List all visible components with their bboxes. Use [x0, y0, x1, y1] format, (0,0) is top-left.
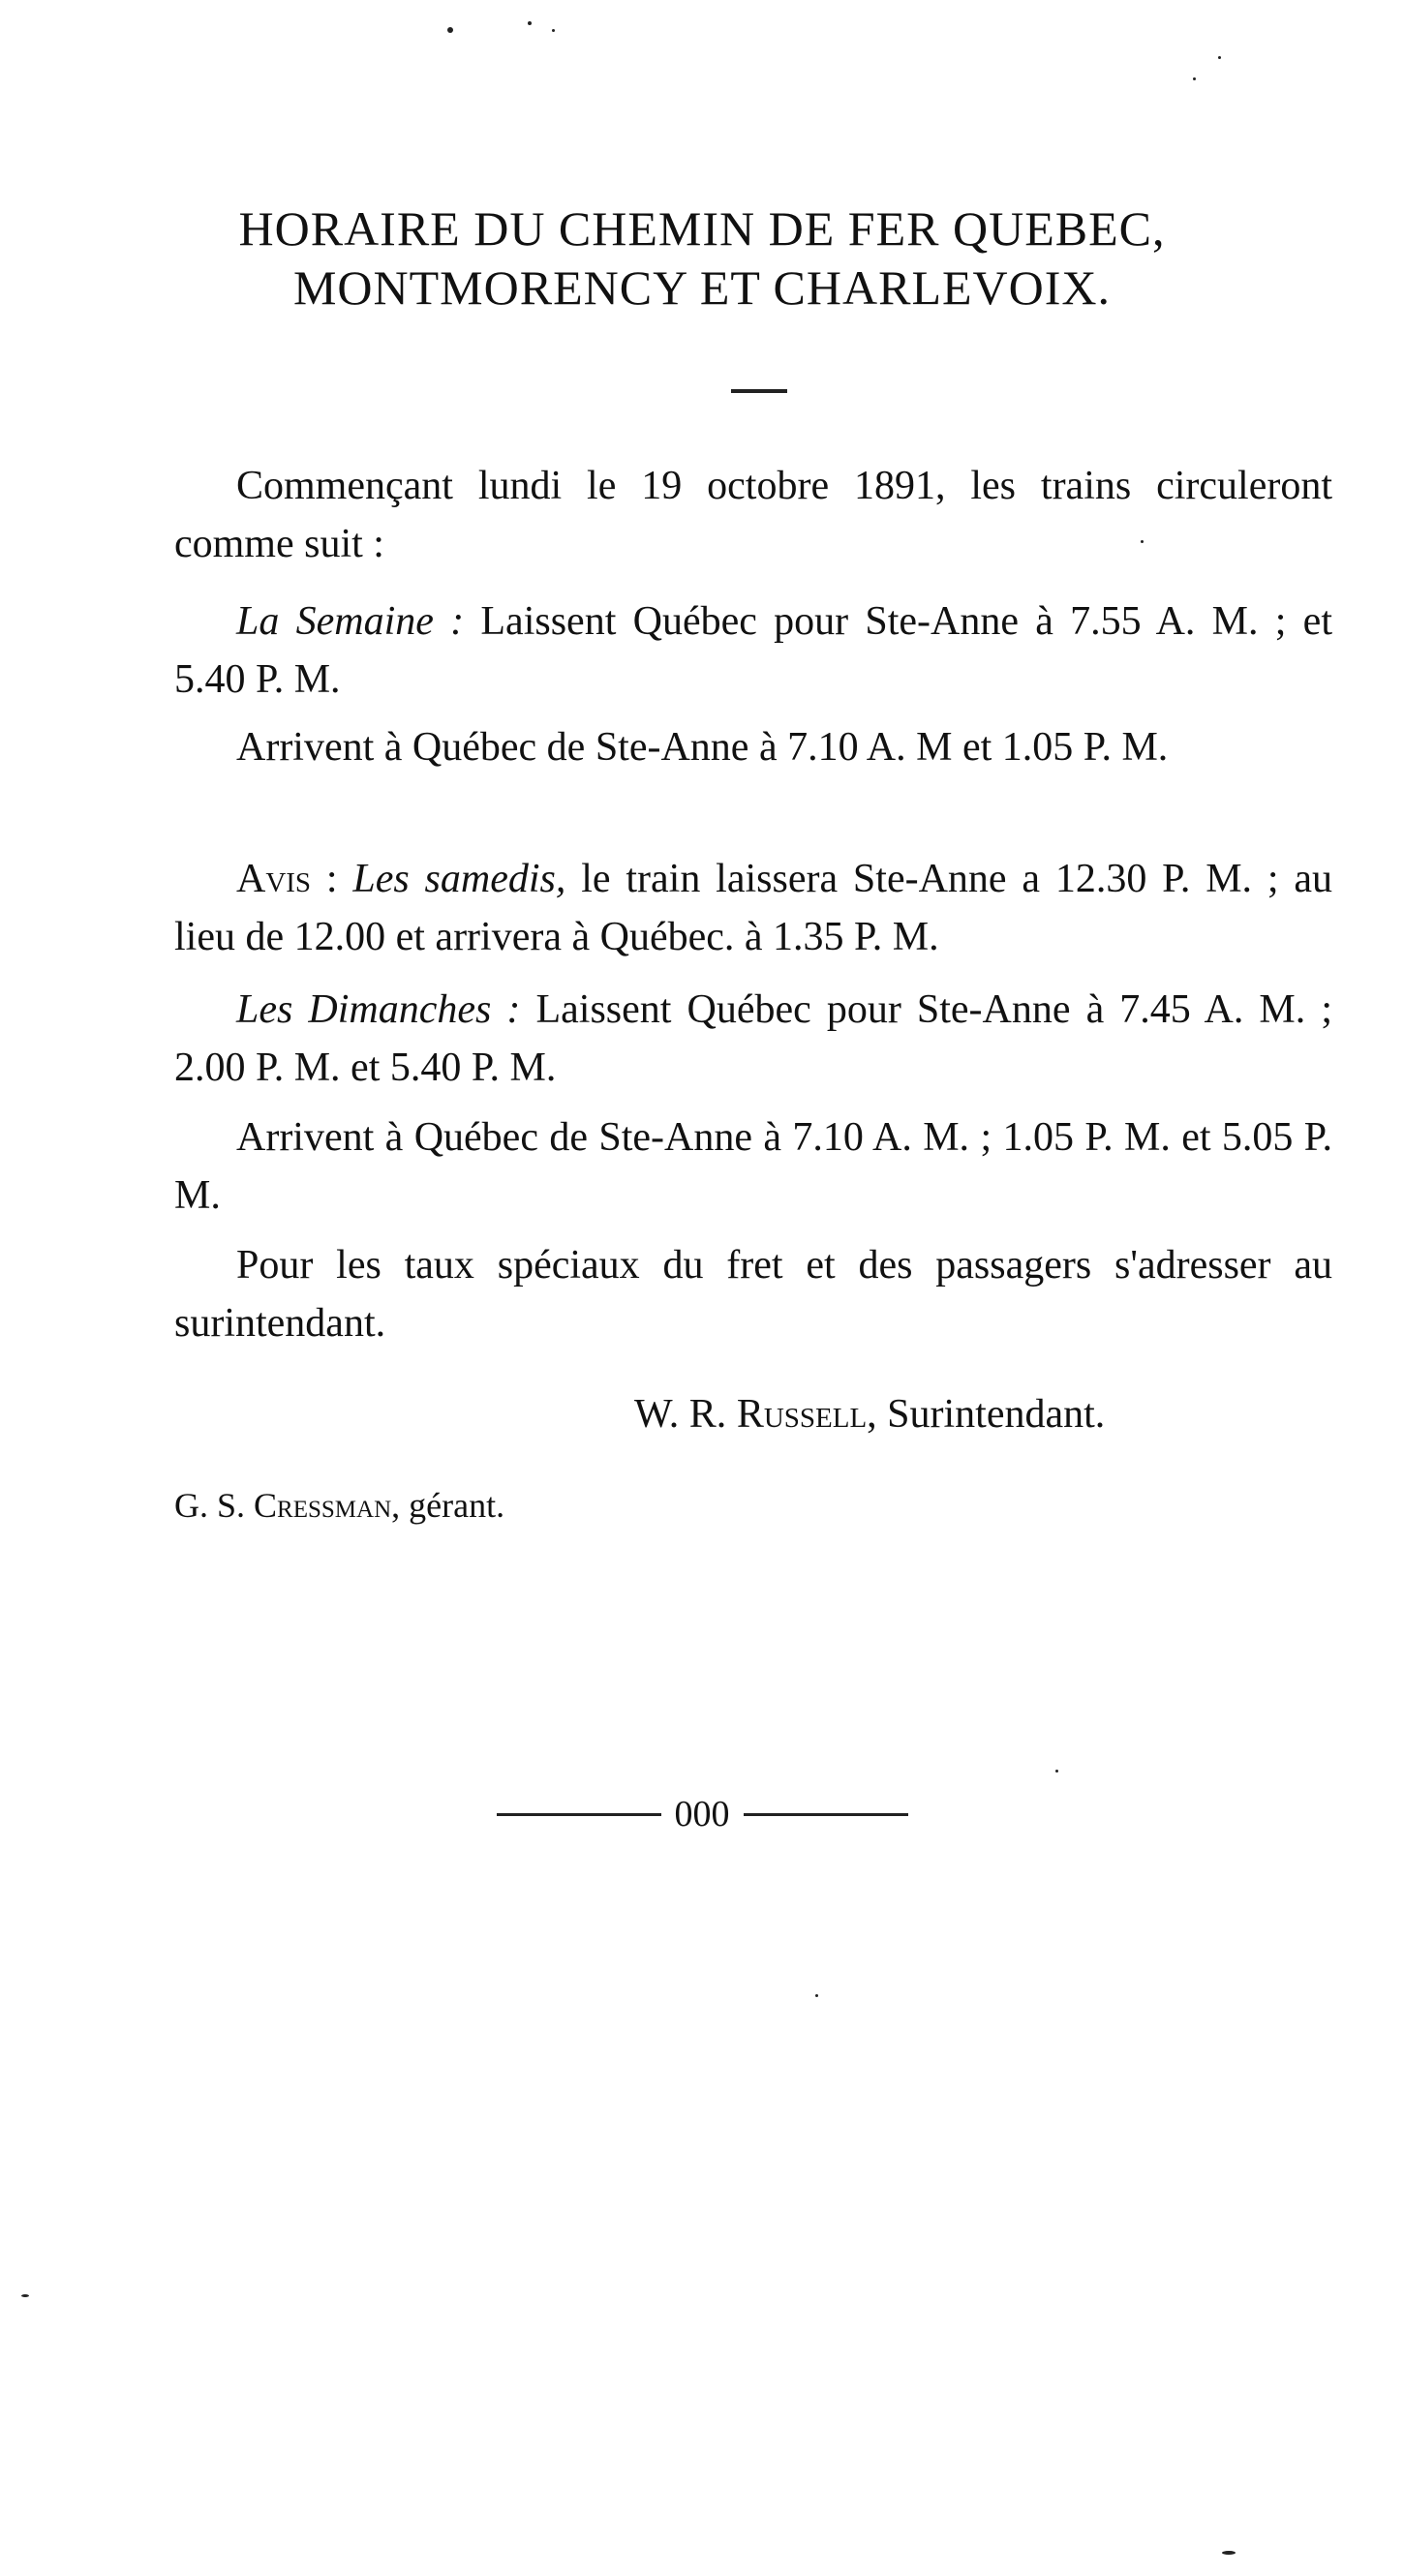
superintendent-signature — [634, 1385, 1105, 1443]
sunday-label: Les Dimanches : — [236, 987, 521, 1032]
sunday-departure-text: Laissent Québec pour Ste-Anne à 7.45 A. M. ; 2.00 P. M. et 5.40 P. M. — [174, 987, 1332, 1090]
ink-speck — [552, 29, 555, 32]
manager-title: gérant. — [409, 1486, 505, 1525]
weekday-label: La Semaine : — [236, 599, 465, 644]
ink-speck — [1218, 56, 1221, 59]
notice-italic: Les samedis, — [352, 857, 566, 901]
manager-initials: G. S. — [174, 1486, 246, 1525]
ink-speck — [447, 27, 453, 33]
ornament-text: 000 — [674, 1794, 730, 1834]
ink-speck — [1222, 2551, 1236, 2555]
heading-line-1: HORAIRE DU CHEMIN DE FER QUEBEC, — [238, 201, 1166, 256]
heading-divider — [731, 389, 787, 393]
weekday-arrivals: Arrivent à Québec de Ste-Anne à 7.10 A. M et 1.05 P. M. — [236, 725, 1169, 770]
heading-line-2: MONTMORENCY ET CHARLEVOIX. — [292, 260, 1112, 315]
manager-signature — [174, 1481, 504, 1530]
sunday-arrivals: Arrivent à Québec de Ste-Anne à 7.10 A. M. ; 1.05 P. M. et 5.05 P. M. — [174, 1115, 1332, 1218]
ink-speck — [1193, 77, 1196, 80]
rates-paragraph: Pour les taux spéciaux du fret et des passagers s'adresser au surintendant. — [174, 1243, 1332, 1346]
sunday-departures — [174, 981, 1332, 1097]
notice-text: le train laissera Ste-Anne a 12.30 P. M. ; au lieu de 12.00 et arrivera à Québec. à 1.35 P. M. — [174, 857, 1333, 959]
ink-speck — [21, 2294, 29, 2297]
ink-speck — [815, 1994, 818, 1997]
closing-ornament — [0, 1793, 1404, 1835]
manager-name: Cressman, — [254, 1486, 401, 1525]
weekday-departure-text: Laissent Québec pour Ste-Anne à 7.55 A. M. ; et 5.40 P. M. — [174, 599, 1332, 702]
ink-speck — [528, 21, 532, 25]
superintendent-name: Russell, — [736, 1392, 877, 1437]
saturday-notice — [174, 850, 1332, 966]
intro-paragraph: Commençant lundi le 19 octobre 1891, les trains circuleront comme suit : — [174, 464, 1332, 566]
ornament-right-rule — [744, 1813, 908, 1816]
weekday-departures — [174, 592, 1332, 709]
superintendent-title: Surintendant. — [887, 1392, 1106, 1437]
notice-label: Avis : — [236, 857, 338, 901]
superintendent-initials: W. R. — [634, 1392, 727, 1437]
ink-speck — [1055, 1770, 1058, 1773]
ornament-left-rule — [497, 1813, 661, 1816]
